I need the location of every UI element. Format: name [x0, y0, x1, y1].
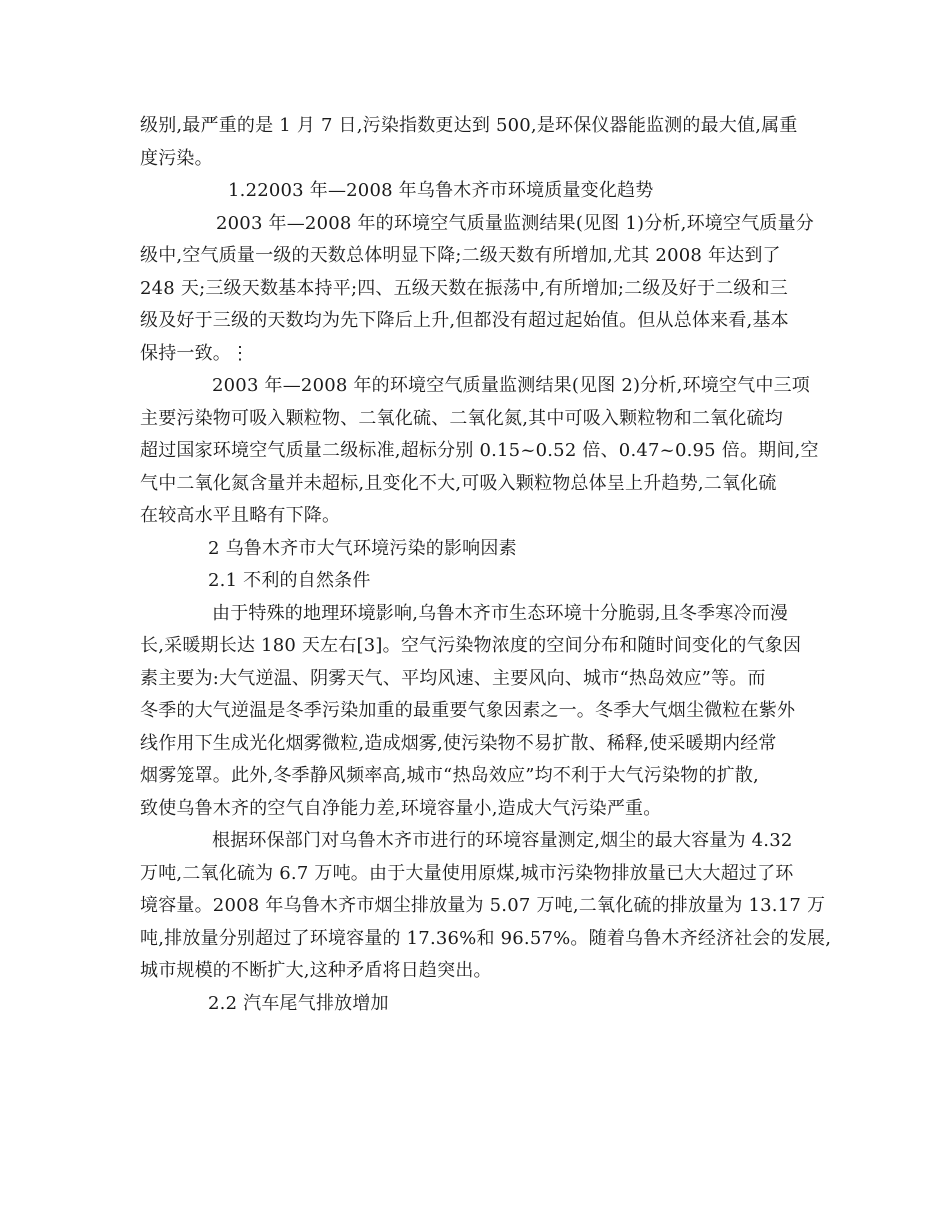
body-text-line: 在较高水平且略有下降。 — [140, 505, 341, 526]
body-text-line: 248 天;三级天数基本持平;四、五级天数在振荡中,有所增加;二级及好于二级和三 — [140, 277, 788, 299]
body-text-line: 主要污染物可吸入颗粒物、二氧化硫、二氧化氮,其中可吸入颗粒物和二氧化硫均 — [140, 407, 783, 429]
body-text-line: 万吨,二氧化硫为 6.7 万吨。由于大量使用原煤,城市污染物排放量已大大超过了环 — [140, 862, 794, 884]
section-heading-2-2: 2.2 汽车尾气排放增加 — [208, 992, 389, 1014]
body-text-line: 级别,最严重的是 1 月 7 日,污染指数更达到 500,是环保仪器能监测的最大值,属重 — [140, 115, 798, 136]
body-text-line: 境容量。2008 年乌鲁木齐市烟尘排放量为 5.07 万吨,二氧化硫的排放量为 13.17 万 — [140, 895, 826, 916]
body-text-line: 致使乌鲁木齐的空气自净能力差,环境容量小,造成大气污染严重。 — [140, 797, 662, 819]
body-text-line: 超过国家环境空气质量二级标准,超标分别 0.15~0.52 倍、0.47~0.95 倍。期间,空 — [140, 440, 819, 461]
body-text-line: 保持一致。⋮ — [140, 342, 250, 364]
body-text-line: 级及好于三级的天数均为先下降后上升,但都没有超过起始值。但从总体来看,基本 — [140, 310, 789, 331]
body-text-line: 2003 年—2008 年的环境空气质量监测结果(见图 2)分析,环境空气中三项 — [212, 375, 810, 396]
body-text-line: 级中,空气质量一级的天数总体明显下降;二级天数有所增加,尤其 2008 年达到了 — [140, 245, 781, 266]
body-text-line: 素主要为:大气逆温、阴雾天气、平均风速、主要风向、城市“热岛效应”等。而 — [140, 667, 766, 689]
body-text-line: 根据环保部门对乌鲁木齐市进行的环境容量测定,烟尘的最大容量为 4.32 — [212, 830, 793, 851]
body-text-line: 城市规模的不断扩大,这种矛盾将日趋突出。 — [140, 960, 492, 981]
document-page — [140, 110, 832, 1020]
body-text-line: 2003 年—2008 年的环境空气质量监测结果(见图 1)分析,环境空气质量分 — [216, 212, 814, 234]
section-heading-2: 2 乌鲁木齐市大气环境污染的影响因素 — [208, 537, 517, 559]
body-text-line: 度污染。 — [140, 147, 213, 169]
body-text-line: 由于特殊的地理环境影响,乌鲁木齐市生态环境十分脆弱,且冬季寒冷而漫 — [212, 602, 789, 624]
body-text-line: 气中二氧化氮含量并未超标,且变化不大,可吸入颗粒物总体呈上升趋势,二氧化硫 — [140, 472, 777, 494]
body-text-line: 烟雾笼罩。此外,冬季静风频率高,城市“热岛效应”均不利于大气污染物的扩散, — [140, 765, 759, 786]
body-text-line: 冬季的大气逆温是冬季污染加重的最重要气象因素之一。冬季大气烟尘微粒在紫外 — [140, 700, 796, 721]
body-text-line: 长,采暖期长达 180 天左右[3]。空气污染物浓度的空间分布和随时间变化的气象因 — [140, 635, 802, 656]
body-text-line: 吨,排放量分别超过了环境容量的 17.36%和 96.57%。随着乌鲁木齐经济社会的发展, — [140, 927, 832, 949]
body-text-line: 线作用下生成光化烟雾微粒,造成烟雾,使污染物不易扩散、稀释,使采暖期内经常 — [140, 732, 777, 754]
section-heading-2-1: 2.1 不利的自然条件 — [208, 570, 371, 591]
section-heading-1-2: 1.22003 年—2008 年乌鲁木齐市环境质量变化趋势 — [228, 180, 654, 201]
